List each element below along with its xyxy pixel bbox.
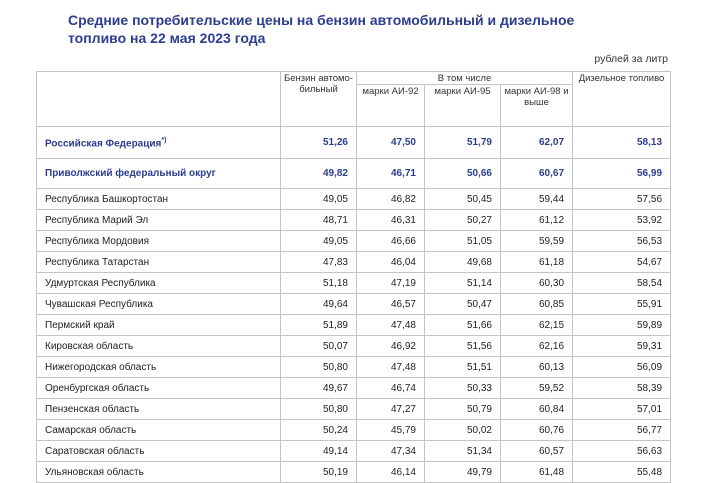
cell-ai95: 50,33 bbox=[425, 378, 501, 399]
cell-ai92: 47,50 bbox=[357, 127, 425, 159]
footnote-marker: *) bbox=[161, 137, 167, 145]
cell-gasoline: 50,19 bbox=[281, 462, 357, 483]
cell-ai92: 46,92 bbox=[357, 336, 425, 357]
table-row bbox=[37, 441, 671, 462]
cell-ai92: 46,71 bbox=[357, 159, 425, 189]
cell-ai92: 46,14 bbox=[357, 462, 425, 483]
cell-ai95: 51,05 bbox=[425, 231, 501, 252]
cell-diesel: 55,91 bbox=[573, 294, 671, 315]
region-name: Кировская область bbox=[37, 336, 281, 357]
cell-diesel: 57,56 bbox=[573, 189, 671, 210]
table-row bbox=[37, 420, 671, 441]
cell-gasoline: 49,05 bbox=[281, 231, 357, 252]
cell-ai95: 51,51 bbox=[425, 357, 501, 378]
table-row bbox=[37, 294, 671, 315]
row-label bbox=[37, 127, 281, 159]
cell-ai95: 51,56 bbox=[425, 336, 501, 357]
cell-diesel: 56,09 bbox=[573, 357, 671, 378]
cell-ai92: 46,82 bbox=[357, 189, 425, 210]
region-name: Пермский край bbox=[37, 315, 281, 336]
cell-diesel: 56,99 bbox=[573, 159, 671, 189]
units-label: рублей за литр bbox=[594, 53, 668, 65]
cell-ai95: 50,79 bbox=[425, 399, 501, 420]
header-diesel: Дизельное топливо bbox=[573, 72, 671, 127]
cell-ai98: 59,59 bbox=[501, 231, 573, 252]
cell-ai95: 51,14 bbox=[425, 273, 501, 294]
cell-ai98: 61,18 bbox=[501, 252, 573, 273]
region-name: Республика Татарстан bbox=[37, 252, 281, 273]
row-russia bbox=[37, 127, 671, 159]
cell-diesel: 54,67 bbox=[573, 252, 671, 273]
cell-ai92: 46,74 bbox=[357, 378, 425, 399]
header-ai95: марки АИ-95 bbox=[425, 85, 501, 127]
table-row bbox=[37, 357, 671, 378]
cell-diesel: 56,63 bbox=[573, 441, 671, 462]
cell-ai92: 47,19 bbox=[357, 273, 425, 294]
region-name: Пензенская область bbox=[37, 399, 281, 420]
cell-ai98: 61,12 bbox=[501, 210, 573, 231]
russia-label: Российская Федерация bbox=[45, 138, 162, 150]
cell-gasoline: 49,05 bbox=[281, 189, 357, 210]
cell-gasoline: 50,80 bbox=[281, 399, 357, 420]
table-row bbox=[37, 252, 671, 273]
cell-ai95: 49,68 bbox=[425, 252, 501, 273]
cell-ai98: 60,57 bbox=[501, 441, 573, 462]
cell-ai92: 47,27 bbox=[357, 399, 425, 420]
cell-ai92: 47,48 bbox=[357, 315, 425, 336]
cell-ai98: 60,30 bbox=[501, 273, 573, 294]
cell-ai95: 51,79 bbox=[425, 127, 501, 159]
cell-ai95: 50,02 bbox=[425, 420, 501, 441]
cell-ai92: 46,66 bbox=[357, 231, 425, 252]
cell-ai98: 60,76 bbox=[501, 420, 573, 441]
region-name: Самарская область bbox=[37, 420, 281, 441]
cell-gasoline: 48,71 bbox=[281, 210, 357, 231]
header-including: В том числе bbox=[357, 72, 573, 85]
cell-ai98: 60,84 bbox=[501, 399, 573, 420]
cell-diesel: 56,53 bbox=[573, 231, 671, 252]
cell-ai98: 62,16 bbox=[501, 336, 573, 357]
cell-diesel: 58,13 bbox=[573, 127, 671, 159]
page-title: Средние потребительские цены на бензин автомобильный и дизельное топливо на 22 мая 2023 года bbox=[68, 12, 575, 46]
cell-ai92: 45,79 bbox=[357, 420, 425, 441]
region-name: Республика Марий Эл bbox=[37, 210, 281, 231]
cell-ai95: 50,66 bbox=[425, 159, 501, 189]
cell-gasoline: 49,82 bbox=[281, 159, 357, 189]
cell-diesel: 58,39 bbox=[573, 378, 671, 399]
header-gasoline: Бензин автомо-бильный bbox=[281, 72, 357, 127]
cell-ai95: 50,47 bbox=[425, 294, 501, 315]
table-row bbox=[37, 462, 671, 483]
cell-ai92: 46,04 bbox=[357, 252, 425, 273]
cell-diesel: 58,54 bbox=[573, 273, 671, 294]
cell-ai95: 50,27 bbox=[425, 210, 501, 231]
header-ai98: марки АИ-98 и выше bbox=[501, 85, 573, 127]
cell-diesel: 57,01 bbox=[573, 399, 671, 420]
row-district bbox=[37, 159, 671, 189]
cell-ai95: 50,45 bbox=[425, 189, 501, 210]
cell-ai95: 51,34 bbox=[425, 441, 501, 462]
cell-ai92: 47,48 bbox=[357, 357, 425, 378]
cell-gasoline: 50,24 bbox=[281, 420, 357, 441]
header-region-cell bbox=[37, 72, 281, 127]
region-name: Республика Мордовия bbox=[37, 231, 281, 252]
table-row bbox=[37, 336, 671, 357]
region-name: Оренбургская область bbox=[37, 378, 281, 399]
cell-gasoline: 51,26 bbox=[281, 127, 357, 159]
cell-ai98: 59,52 bbox=[501, 378, 573, 399]
cell-ai98: 62,15 bbox=[501, 315, 573, 336]
table-row bbox=[37, 189, 671, 210]
cell-ai95: 51,66 bbox=[425, 315, 501, 336]
cell-diesel: 59,89 bbox=[573, 315, 671, 336]
cell-gasoline: 49,14 bbox=[281, 441, 357, 462]
table-row bbox=[37, 231, 671, 252]
table-row bbox=[37, 210, 671, 231]
cell-diesel: 55,48 bbox=[573, 462, 671, 483]
district-label: Приволжский федеральный округ bbox=[37, 159, 281, 189]
cell-diesel: 53,92 bbox=[573, 210, 671, 231]
fuel-prices-table bbox=[36, 71, 671, 483]
cell-gasoline: 50,80 bbox=[281, 357, 357, 378]
cell-diesel: 59,31 bbox=[573, 336, 671, 357]
header-ai92: марки АИ-92 bbox=[357, 85, 425, 127]
region-name: Нижегородская область bbox=[37, 357, 281, 378]
table-row bbox=[37, 399, 671, 420]
cell-gasoline: 50,07 bbox=[281, 336, 357, 357]
cell-ai92: 46,31 bbox=[357, 210, 425, 231]
region-name: Саратовская область bbox=[37, 441, 281, 462]
region-name: Чувашская Республика bbox=[37, 294, 281, 315]
cell-diesel: 56,77 bbox=[573, 420, 671, 441]
cell-ai98: 60,85 bbox=[501, 294, 573, 315]
cell-ai98: 60,13 bbox=[501, 357, 573, 378]
region-name: Республика Башкортостан bbox=[37, 189, 281, 210]
region-name: Ульяновская область bbox=[37, 462, 281, 483]
table-row bbox=[37, 273, 671, 294]
cell-ai92: 47,34 bbox=[357, 441, 425, 462]
cell-ai95: 49,79 bbox=[425, 462, 501, 483]
cell-ai98: 60,67 bbox=[501, 159, 573, 189]
cell-ai98: 59,44 bbox=[501, 189, 573, 210]
table-row bbox=[37, 378, 671, 399]
table-row bbox=[37, 315, 671, 336]
cell-gasoline: 49,67 bbox=[281, 378, 357, 399]
cell-ai98: 62,07 bbox=[501, 127, 573, 159]
cell-gasoline: 51,18 bbox=[281, 273, 357, 294]
cell-ai92: 46,57 bbox=[357, 294, 425, 315]
cell-gasoline: 49,64 bbox=[281, 294, 357, 315]
region-name: Удмуртская Республика bbox=[37, 273, 281, 294]
cell-ai98: 61,48 bbox=[501, 462, 573, 483]
cell-gasoline: 47,83 bbox=[281, 252, 357, 273]
cell-gasoline: 51,89 bbox=[281, 315, 357, 336]
